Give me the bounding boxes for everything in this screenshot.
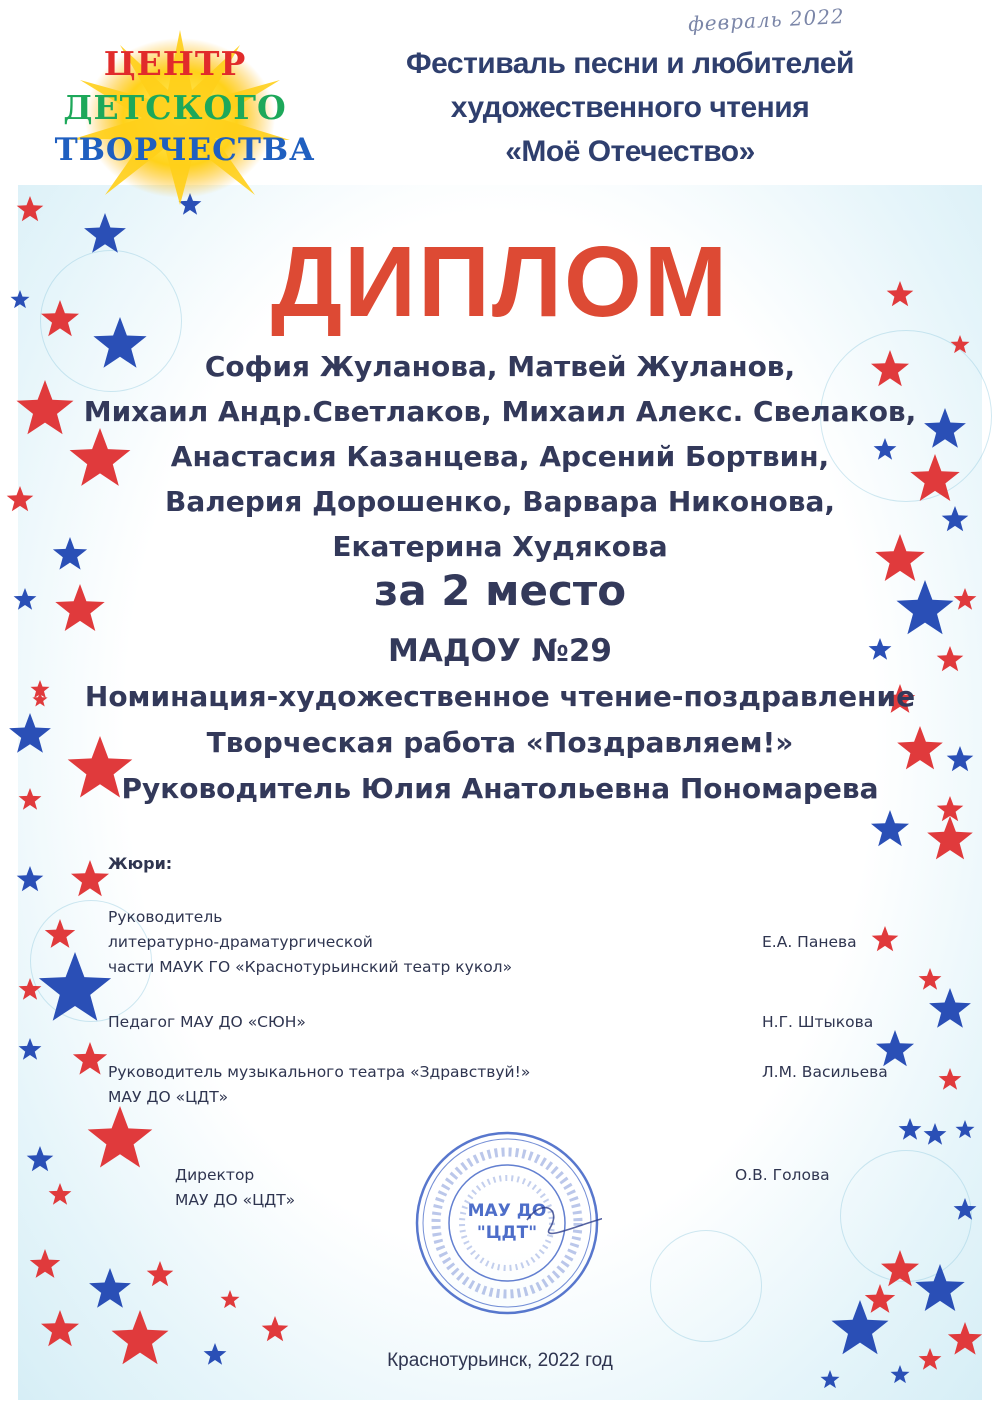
jury-member-position — [108, 905, 512, 980]
jury-member-name: Е.А. Панева — [762, 933, 857, 951]
director-name: О.В. Голова — [735, 1166, 830, 1184]
star-icon — [881, 1250, 919, 1286]
festival-title-line: художественного чтения — [450, 91, 810, 124]
star-icon — [41, 1310, 79, 1346]
organization: МАДОУ №29 — [388, 633, 612, 669]
footer-city-year: Краснотурьинск, 2022 год — [387, 1350, 613, 1371]
jury-heading: Жюри: — [108, 854, 173, 873]
star-icon — [899, 1118, 922, 1140]
awardee-names-line: Екатерина Худякова — [332, 530, 668, 563]
awardee-names — [40, 344, 960, 569]
star-icon — [262, 1316, 289, 1341]
stamp-text-line2: "ЦДТ" — [476, 1223, 538, 1243]
stamp-seal-icon — [412, 1128, 602, 1318]
star-icon — [71, 860, 109, 896]
logo-text-line3: ТВОРЧЕСТВА — [54, 132, 316, 168]
star-icon — [927, 816, 973, 859]
star-icon — [221, 1290, 240, 1308]
star-icon — [821, 1370, 840, 1388]
star-icon — [17, 866, 44, 891]
star-icon — [954, 1198, 977, 1220]
festival-title — [330, 42, 930, 174]
star-icon — [7, 486, 34, 511]
jury-position-line: части МАУК ГО «Краснотурьинский театр кукол» — [108, 958, 513, 976]
jury-position-line: Руководитель музыкального театра «Здравствуй!» — [108, 1063, 531, 1081]
diploma-heading: ДИПЛОМ — [270, 226, 730, 338]
awardee-names-line: Михаил Андр.Светлаков, Михаил Алекс. Свелаков, — [83, 395, 917, 428]
director-position-line: МАУ ДО «ЦДТ» — [175, 1191, 296, 1209]
star-icon — [832, 1300, 889, 1354]
star-icon — [939, 1068, 962, 1090]
official-stamp — [412, 1128, 602, 1318]
handwritten-date-note: февраль 2022 — [687, 3, 846, 37]
star-icon — [871, 810, 909, 846]
jury-position-line: литературно-драматургической — [108, 933, 373, 951]
star-icon — [915, 1264, 964, 1311]
jury-member-position — [108, 1010, 306, 1035]
work-title: Творческая работа «Поздравляем!» — [206, 726, 794, 759]
jury-position-line: МАУ ДО «ЦДТ» — [108, 1088, 229, 1106]
star-icon — [45, 919, 75, 948]
star-icon — [49, 1183, 72, 1205]
festival-title-line: Фестиваль песни и любителей — [406, 47, 854, 80]
jury-member-position — [108, 1060, 530, 1110]
awardee-names-line: София Жуланова, Матвей Жуланов, — [204, 350, 796, 383]
star-icon — [919, 968, 942, 990]
awardee-names-line: Валерия Дорошенко, Варвара Никонова, — [165, 485, 835, 518]
stamp-text-line1: МАУ ДО — [467, 1201, 547, 1221]
logo-text-line1: ЦЕНТР — [103, 44, 247, 83]
star-icon — [19, 1038, 42, 1060]
star-icon — [88, 1106, 153, 1168]
award-details — [20, 628, 980, 812]
center-logo — [40, 30, 316, 205]
star-icon — [929, 988, 971, 1028]
star-icon — [924, 1123, 947, 1145]
star-icon — [872, 926, 899, 951]
star-icon — [27, 1146, 54, 1171]
star-icon — [956, 1120, 975, 1138]
director-position-line: Директор — [175, 1166, 255, 1184]
supervisor: Руководитель Юлия Анатольевна Пономарева — [121, 772, 879, 805]
director-position — [175, 1163, 295, 1213]
jury-member-name: Л.М. Васильева — [762, 1063, 888, 1081]
jury-position-line: Педагог МАУ ДО «СЮН» — [108, 1013, 306, 1031]
awardee-names-line: Анастасия Казанцева, Арсений Бортвин, — [170, 440, 830, 473]
star-icon — [73, 1042, 107, 1075]
star-icon — [147, 1261, 174, 1286]
jury-member-name: Н.Г. Штыкова — [762, 1013, 874, 1031]
star-icon — [19, 978, 42, 1000]
star-icon — [30, 1249, 60, 1278]
place-award: за 2 место — [373, 566, 627, 615]
logo-text-line2: ДЕТСКОГО — [63, 88, 287, 127]
festival-title-line: «Моё Отечество» — [505, 135, 755, 168]
nomination: Номинация-художественное чтение-поздравление — [84, 680, 916, 713]
star-icon — [39, 952, 111, 1021]
star-icon — [865, 1284, 895, 1313]
jury-position-line: Руководитель — [108, 908, 223, 926]
star-icon — [89, 1268, 131, 1308]
